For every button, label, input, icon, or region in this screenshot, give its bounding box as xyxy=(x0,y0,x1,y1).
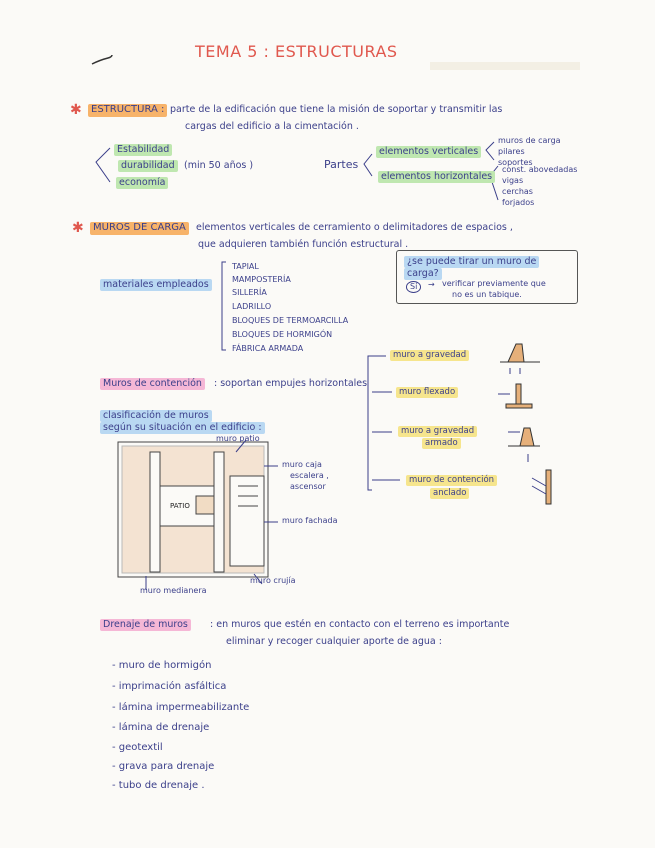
drenaje-def-2: eliminar y recoger cualquier aporte de agua : xyxy=(226,636,442,647)
material-3: SILLERÍA xyxy=(232,288,267,297)
material-5: BLOQUES DE TERMOARCILLA xyxy=(232,316,349,325)
horiz-item-3: cerchas xyxy=(502,187,533,196)
diagram-label-caja: muro caja xyxy=(282,460,322,469)
vert-item-2: pilares xyxy=(498,147,525,156)
notebook-page: TEMA 5 : ESTRUCTURAS ✱ ESTRUCTURA : parte de la edificación que tiene la misión de soportar y transmitir las cargas del edificio a la cimentación . Estabilidad durabilidad (min 50 años ) economía Partes elementos verticales elementos horizontales muros de carga pilares soportes const. abovedadas vigas cerchas forjados ✱ MUROS DE CARGA elementos verticales de cerramiento o delimitadores de espacios , que adquieren también función estructural . materiales empleados TAPIAL MAMPOSTERÍA SILLERÍA LADRILLO BLOQUES DE TERMOARCILLA BLOQUES DE HORMIGÓN FÁBRICA ARMADA ¿se puede tirar un muro de carga? Sí → verificar previamente que no es un tabique. Muros de contención : soportan empujes horizontales muro a gravedad muro flexado muro a gravedad armado muro de contención anclado clasificación de muros según su situación en el edificio : muro patio muro caja escalera , ascensor PATIO muro fachada muro medianera muro crujía Drenaje de muros : en muros que estén en contacto con el terreno es importante eliminar y recoger cualquier aporte de agua : - muro de hormigón - imprimación asfáltica - lámina impermeabilizante - lámina de drenaje - geotextil - grava para drenaje - tubo de drenaje . xyxy=(0,0,655,848)
prop-durabilidad: durabilidad xyxy=(118,160,178,172)
pen-stroke xyxy=(92,55,112,64)
drenaje-item-3: - lámina impermeabilizante xyxy=(112,702,250,713)
material-1: TAPIAL xyxy=(232,262,259,271)
diagram-label-fachada: muro fachada xyxy=(282,516,338,525)
estructura-def-2: cargas del edificio a la cimentación . xyxy=(185,121,359,132)
brace-vert xyxy=(486,142,494,160)
material-7: FÁBRICA ARMADA xyxy=(232,344,304,353)
estructura-label: ESTRUCTURA : xyxy=(88,104,167,117)
diagram-label-crujia: muro crujía xyxy=(250,576,296,585)
diagram-label-patio-inner: PATIO xyxy=(170,502,190,510)
page-title: TEMA 5 : ESTRUCTURAS xyxy=(195,42,398,61)
horizontales-label: elementos horizontales xyxy=(378,171,495,183)
contencion-type-2: muro flexado xyxy=(396,387,458,398)
estructura-def-1: parte de la edificación que tiene la misión de soportar y transmitir las xyxy=(170,104,503,115)
bracket-contencion xyxy=(368,356,372,490)
horiz-item-2: vigas xyxy=(502,176,524,185)
faint-highlight xyxy=(430,62,580,70)
material-2: MAMPOSTERÍA xyxy=(232,275,291,284)
contencion-type-4b: anclado xyxy=(430,488,469,499)
answer-line-1: verificar previamente que xyxy=(442,279,546,288)
material-6: BLOQUES DE HORMIGÓN xyxy=(232,330,333,339)
drenaje-item-7: - tubo de drenaje . xyxy=(112,780,205,791)
contencion-label: Muros de contención xyxy=(100,378,205,390)
brace-partes xyxy=(364,154,372,176)
prop-estabilidad: Estabilidad xyxy=(114,144,172,156)
drenaje-item-4: - lámina de drenaje xyxy=(112,722,210,733)
question-line-2: carga? xyxy=(404,268,442,280)
diagram-label-medianera: muro medianera xyxy=(140,586,207,595)
star-icon: ✱ xyxy=(72,220,84,236)
prop-durabilidad-note: (min 50 años ) xyxy=(184,160,254,171)
contencion-def: : soportan empujes horizontales xyxy=(214,378,368,389)
material-4: LADRILLO xyxy=(232,302,272,311)
drenaje-item-6: - grava para drenaje xyxy=(112,761,215,772)
clasificacion-line-2: según su situación en el edificio : xyxy=(100,422,265,434)
partes-label: Partes xyxy=(324,158,359,171)
horiz-item-1: const. abovedadas xyxy=(502,165,578,174)
diagram-label-patio: muro patio xyxy=(216,434,260,443)
building-plan xyxy=(118,442,268,577)
clasificacion-line-1: clasificación de muros xyxy=(100,410,212,422)
drenaje-label: Drenaje de muros xyxy=(100,619,191,631)
contencion-type-4: muro de contención xyxy=(406,475,497,486)
contencion-type-3b: armado xyxy=(422,438,461,449)
muros-def-2: que adquieren también función estructural . xyxy=(198,239,409,250)
wall-sketch-flexado xyxy=(498,384,532,408)
verticales-label: elementos verticales xyxy=(376,146,481,158)
drenaje-item-5: - geotextil xyxy=(112,742,163,753)
diagram-label-ascensor: ascensor xyxy=(290,482,326,491)
answer-line-2: no es un tabique. xyxy=(452,290,522,299)
horiz-item-4: forjados xyxy=(502,198,535,207)
contencion-type-1: muro a gravedad xyxy=(390,350,469,361)
drenaje-item-2: - imprimación asfáltica xyxy=(112,681,227,692)
brace-props xyxy=(96,148,110,182)
bracket-materiales xyxy=(222,262,226,350)
muros-def-1: elementos verticales de cerramiento o delimitadores de espacios , xyxy=(196,222,513,233)
muros-label: MUROS DE CARGA xyxy=(90,222,189,235)
question-line-1: ¿se puede tirar un muro de xyxy=(404,256,539,268)
vert-item-3: soportes xyxy=(498,158,533,167)
answer-si: Sí xyxy=(406,281,421,293)
wall-sketch-anclado xyxy=(532,470,551,504)
star-icon: ✱ xyxy=(70,102,82,118)
drenaje-item-1: - muro de hormigón xyxy=(112,660,212,671)
wall-sketch-gravedad xyxy=(500,344,540,374)
vert-item-1: muros de carga xyxy=(498,136,561,145)
contencion-type-3: muro a gravedad xyxy=(398,426,477,437)
diagram-label-escalera: escalera , xyxy=(290,471,329,480)
prop-economia: economía xyxy=(116,177,168,189)
materiales-label: materiales empleados xyxy=(100,279,212,291)
wall-sketch-armado xyxy=(508,428,540,462)
drenaje-def-1: : en muros que estén en contacto con el terreno es importante xyxy=(210,619,510,630)
